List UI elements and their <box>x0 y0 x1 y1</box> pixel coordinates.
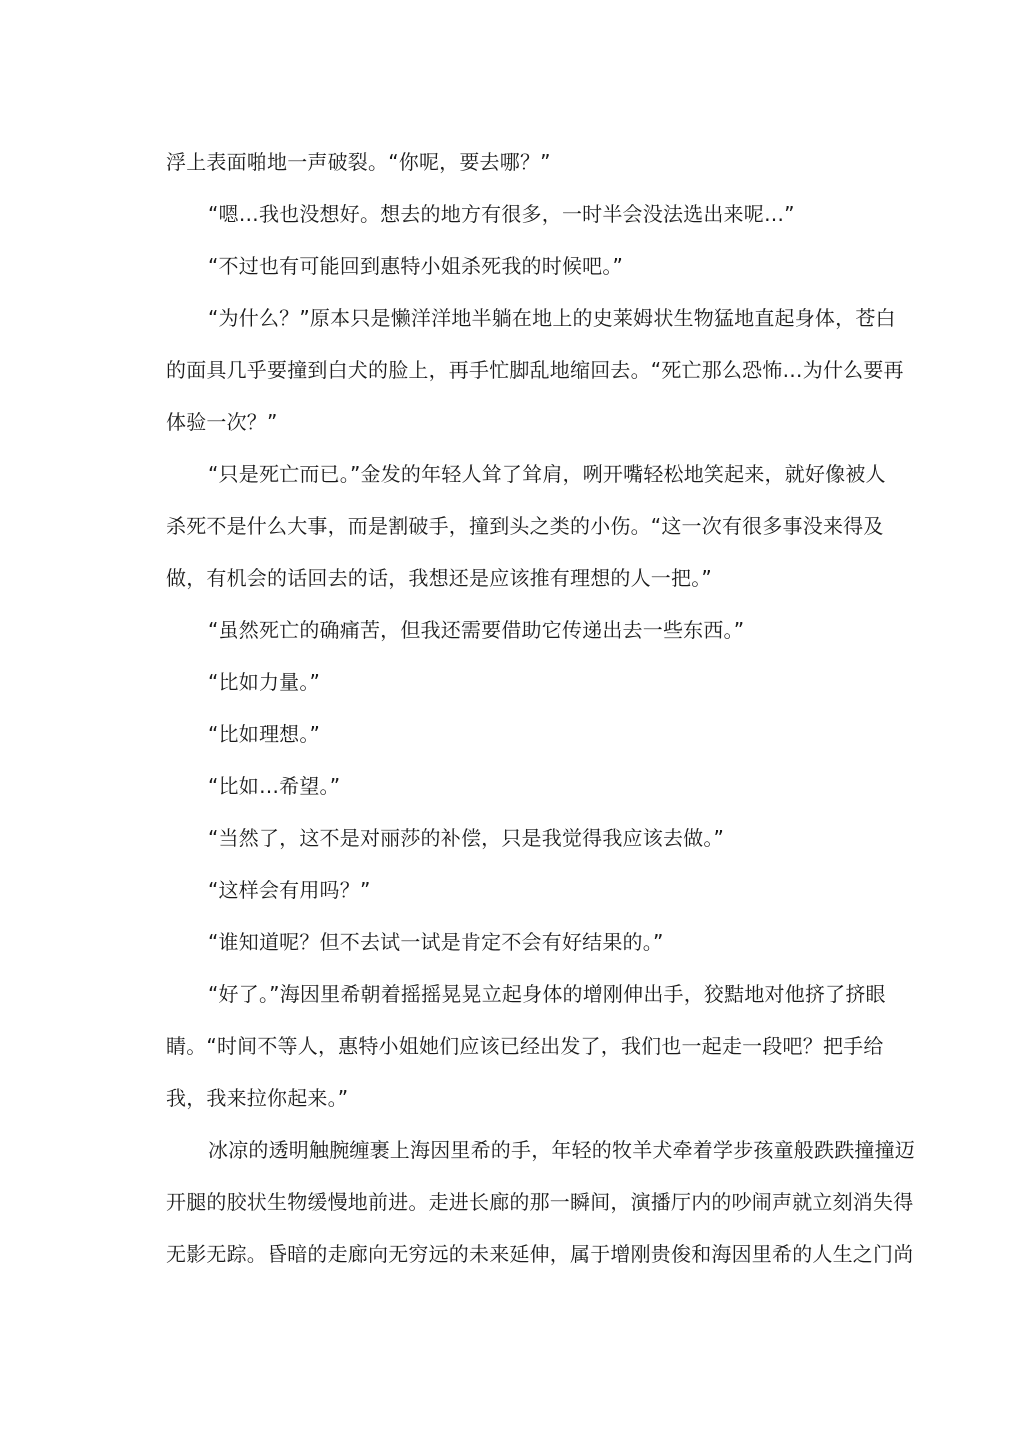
text-line: 开腿的胶状生物缓慢地前进。走进长廊的那一瞬间，演播厅内的吵闹声就立刻消失得 <box>166 1190 914 1214</box>
text-line: “好了。”海因里希朝着摇摇晃晃立起身体的增刚伸出手，狡黠地对他挤了挤眼 <box>208 982 886 1006</box>
text-line: “嗯…我也没想好。想去的地方有很多，一时半会没法选出来呢…” <box>208 202 795 226</box>
text-line: 杀死不是什么大事，而是割破手，撞到头之类的小伤。“这一次有很多事没来得及 <box>166 514 884 538</box>
text-line: “谁知道呢？但不去试一试是肯定不会有好结果的。” <box>208 930 664 954</box>
text-line: 做，有机会的话回去的话，我想还是应该推有理想的人一把。” <box>166 566 712 590</box>
text-line: 无影无踪。昏暗的走廊向无穷远的未来延伸，属于增刚贵俊和海因里希的人生之门尚 <box>166 1242 914 1266</box>
text-line: “比如力量。” <box>208 670 321 694</box>
text-line: “虽然死亡的确痛苦，但我还需要借助它传递出去一些东西。” <box>208 618 745 642</box>
text-line: “这样会有用吗？” <box>208 878 371 902</box>
text-line: “比如…希望。” <box>208 774 341 798</box>
text-line: 我，我来拉你起来。” <box>166 1086 349 1110</box>
text-line: 体验一次？” <box>166 410 278 434</box>
text-line: 睛。“时间不等人，惠特小姐她们应该已经出发了，我们也一起走一段吧？把手给 <box>166 1034 884 1058</box>
text-line: “当然了，这不是对丽莎的补偿，只是我觉得我应该去做。” <box>208 826 725 850</box>
text-line: 的面具几乎要撞到白犬的脸上，再手忙脚乱地缩回去。“死亡那么恐怖…为什么要再 <box>166 358 904 382</box>
text-line: 浮上表面啪地一声破裂。“你呢，要去哪？” <box>166 150 551 174</box>
text-line: “比如理想。” <box>208 722 321 746</box>
text-line: 冰凉的透明触腕缠裹上海因里希的手，年轻的牧羊犬牵着学步孩童般跌跌撞撞迈 <box>208 1138 915 1162</box>
text-line: “为什么？”原本只是懒洋洋地半躺在地上的史莱姆状生物猛地直起身体，苍白 <box>208 306 896 330</box>
text-line: “不过也有可能回到惠特小姐杀死我的时候吧。” <box>208 254 624 278</box>
text-line: “只是死亡而已。”金发的年轻人耸了耸肩，咧开嘴轻松地笑起来，就好像被人 <box>208 462 886 486</box>
